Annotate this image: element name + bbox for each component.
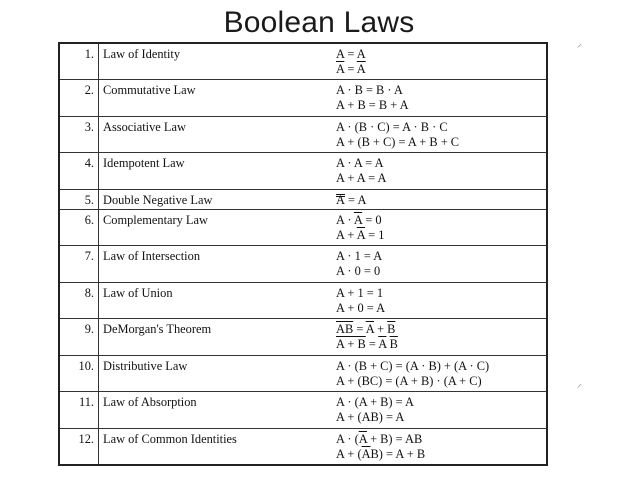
law-name: Law of Common Identities [99, 428, 319, 464]
law-number: 8. [60, 282, 99, 318]
expression-text: A · [336, 213, 354, 227]
law-name: Distributive Law [99, 355, 319, 391]
law-expressions [318, 189, 546, 209]
law-expressions [318, 210, 546, 246]
law-number: 11. [60, 392, 99, 428]
law-name: DeMorgan's Theorem [99, 319, 319, 355]
law-name: Law of Absorption [99, 392, 319, 428]
expression-text: A · (B · C) = A · B · C [336, 119, 448, 134]
expression-line [336, 322, 546, 337]
law-number: 2. [60, 80, 99, 116]
law-name: Double Negative Law [99, 189, 319, 209]
negated-term: A [336, 192, 345, 207]
page-title: Boolean Laws [223, 6, 415, 39]
law-row [60, 80, 546, 116]
negated-term: $\overline{A}$ [358, 431, 367, 446]
expression-text: A · 1 = A [336, 249, 383, 264]
expression-line [336, 213, 546, 228]
expression-text: + [373, 322, 388, 337]
expression-line [336, 156, 546, 171]
expression-line [336, 359, 546, 374]
expression-text: A + 1 = 1 [336, 285, 384, 300]
law-name: Complementary Law [99, 210, 319, 246]
expression-line [336, 432, 546, 447]
law-expressions [318, 116, 546, 152]
law-expressions [318, 355, 546, 391]
negated-term: $\overline{A}$ [356, 62, 366, 76]
law-expressions [318, 44, 546, 80]
scan-mark-icon: ⸍ [577, 383, 582, 394]
expression-line [336, 135, 546, 150]
law-name: Law of Union [99, 282, 319, 318]
law-expressions [318, 319, 546, 355]
expression-text: A · (B + C) = (A · B) + (A · C) [336, 358, 490, 373]
expression-text: A · ( [336, 431, 359, 446]
expression-line [336, 264, 546, 279]
law-name: Idempotent Law [99, 153, 319, 189]
negated-term: $\overline{A}$ [365, 322, 374, 337]
negated-term: $\overline{A}$ [361, 446, 371, 461]
expression-text: A · (A + B) = A [336, 395, 414, 410]
law-number: 5. [60, 189, 99, 209]
expression-line [336, 286, 546, 301]
expression-line [336, 193, 546, 208]
law-expressions [318, 80, 546, 116]
expression-line [336, 337, 546, 352]
expression-line [336, 47, 546, 62]
expression-line [336, 120, 546, 135]
expression-line [336, 301, 546, 316]
boolean-laws-table [58, 42, 548, 466]
expression-text: A + B = B + A [336, 98, 409, 113]
law-number: 3. [60, 116, 99, 152]
expression-text: = A [344, 192, 367, 207]
law-row [60, 116, 546, 152]
law-row [60, 189, 546, 209]
scan-mark-icon: ⸍ [577, 43, 582, 54]
expression-line [336, 249, 546, 264]
law-name: Law of Intersection [99, 246, 319, 282]
law-number: 7. [60, 246, 99, 282]
expression-text: A · A = A [336, 156, 384, 171]
law-name: Law of Identity [103, 47, 181, 61]
law-expressions [318, 153, 546, 189]
law-row [60, 392, 546, 428]
expression-text: A + 0 = A [336, 300, 386, 315]
law-name: Commutative Law [99, 80, 319, 116]
law-expressions [318, 392, 546, 428]
expression-line [336, 62, 546, 77]
expression-line [336, 228, 546, 243]
negated-term: $\overline{A}$ [356, 228, 366, 242]
law-row [60, 319, 546, 355]
law-row [60, 246, 546, 282]
expression-text: = [365, 337, 379, 352]
expression-text: A + A = A [336, 171, 387, 186]
expression-line [336, 395, 546, 410]
expression-line [336, 447, 546, 462]
negated-term: $\overline{A}$ [378, 337, 387, 352]
law-row [60, 428, 546, 464]
law-table-body [60, 44, 546, 464]
law-number: 12. [60, 428, 99, 464]
law-row [60, 355, 546, 391]
negated-term: $\overline{B}$ [389, 337, 398, 352]
expression-text: = 0 [362, 213, 382, 227]
negated-term: $\overline{B}$ [387, 322, 396, 337]
expression-text: A · 0 = 0 [336, 264, 381, 279]
law-number: 4. [60, 153, 99, 189]
expression-line [336, 410, 546, 425]
law-number: 9. [60, 319, 99, 355]
negated-term: $\overline{A}$ [336, 62, 345, 76]
expression-text: + B) = AB [366, 431, 423, 446]
expression-text: A + ( [336, 446, 362, 461]
law-name: Associative Law [99, 116, 319, 152]
negated-term: $\overline{A}$ [353, 213, 363, 227]
expression-text: = [353, 322, 366, 337]
expression-line [336, 83, 546, 98]
expression-line [336, 171, 546, 186]
expression-text: A · B = B · A [336, 83, 403, 98]
expression-text: = [344, 62, 357, 76]
law-row [60, 153, 546, 189]
expression-text: A = A [336, 47, 366, 61]
law-row [60, 282, 546, 318]
expression-line [336, 374, 546, 389]
law-number: 1. [60, 44, 99, 80]
expression-text: B) = A + B [370, 446, 426, 461]
law-expressions [318, 282, 546, 318]
law-number: 6. [60, 210, 99, 246]
negated-term: $\overline{AB}$ [336, 322, 354, 337]
expression-text: A + (BC) = (A + B) · (A + C) [336, 373, 482, 388]
expression-text: = 1 [365, 228, 385, 242]
law-expressions [318, 428, 546, 464]
law-row [60, 44, 546, 80]
expression-text: A + (AB) = A [336, 410, 405, 425]
expression-text: A + (B + C) = A + B + C [336, 134, 460, 149]
law-expressions [318, 246, 546, 282]
expression-line [336, 98, 546, 113]
expression-text: A + [336, 228, 357, 242]
law-number: 10. [60, 355, 99, 391]
law-row [60, 210, 546, 246]
negated-term: A + B [336, 337, 366, 352]
